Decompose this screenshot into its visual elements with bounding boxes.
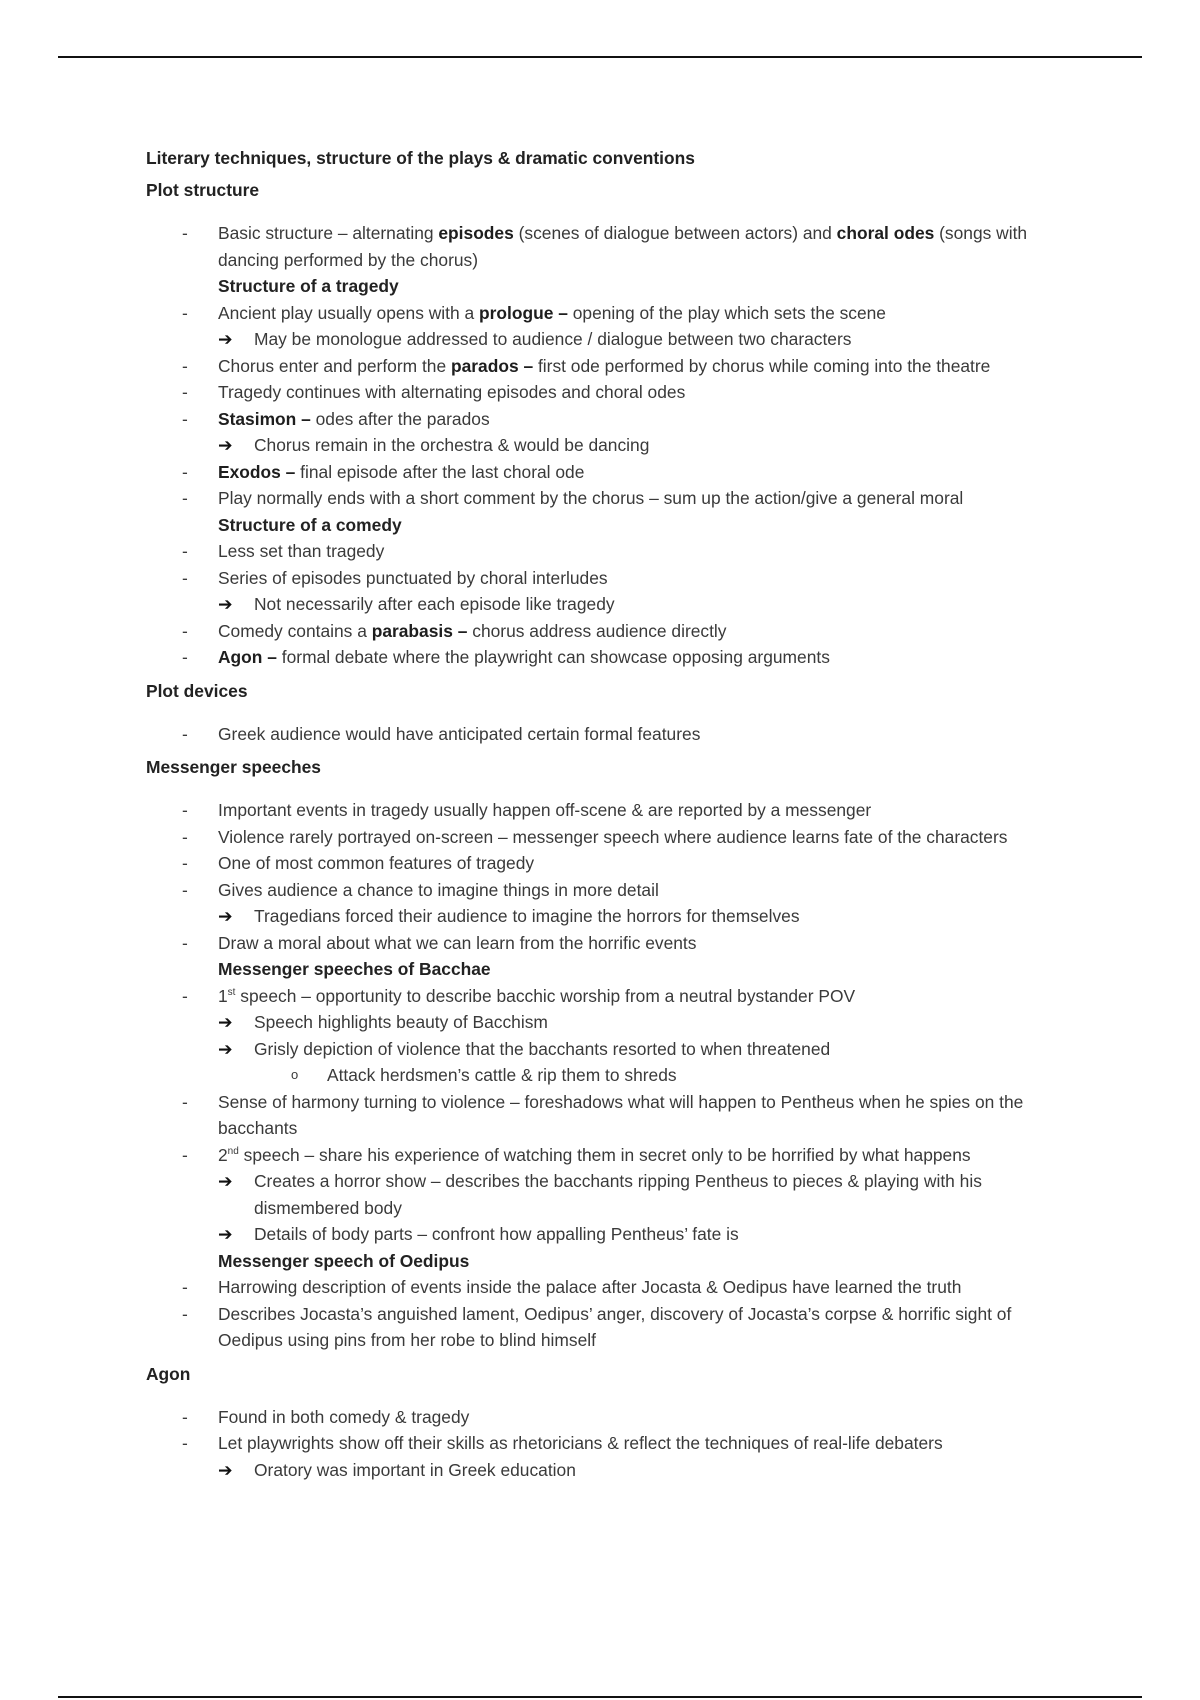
list-item: - 2nd speech – share his experience of watching them in secret only to be horrified by what happens — [182, 1144, 971, 1165]
heading-plot-structure: Plot structure — [146, 180, 260, 200]
list-item: - Play normally ends with a short comment by the chorus – sum up the action/give a general moral — [182, 488, 964, 508]
list-item: - 1st speech – opportunity to describe bacchic worship from a neutral bystander POV — [182, 985, 856, 1006]
arrow-icon: ➔ — [218, 1224, 233, 1244]
list-item: - Chorus enter and perform the parados – first ode performed by chorus while coming into the theatre — [182, 355, 991, 376]
arrow-icon: ➔ — [218, 906, 233, 926]
document-title: Literary techniques, structure of the plays & dramatic conventions — [146, 148, 695, 168]
arrow-sub-item: ➔ Creates a horror show – describes the bacchants ripping Pentheus to pieces & playing with his dismembered body — [146, 1168, 1076, 1221]
list-item: - Important events in tragedy usually happen off-scene & are reported by a messenger — [182, 800, 872, 820]
arrow-sub-item: ➔ Tragedians forced their audience to imagine the horrors for themselves — [146, 903, 1076, 930]
list-item: - Exodos – final episode after the last choral ode — [182, 461, 585, 482]
heading-plot-devices: Plot devices — [146, 680, 248, 701]
subheading-messenger-bacchae: Messenger speeches of Bacchae — [218, 959, 491, 979]
dash-bullet: - — [182, 223, 188, 243]
bottom-rule — [58, 1696, 1142, 1698]
list-item: - Agon – formal debate where the playwright can showcase opposing arguments — [182, 647, 830, 667]
document-page — [146, 146, 1076, 1483]
list-item: - Describes Jocasta’s anguished lament, Oedipus’ anger, discovery of Jocasta’s corpse & horrific sight of Oedipus using pins from her robe to blind himself — [182, 1303, 1012, 1350]
arrow-icon: ➔ — [218, 435, 233, 455]
arrow-sub-item: ➔ Details of body parts – confront how appalling Pentheus’ fate is — [146, 1221, 1076, 1248]
list-item: - Basic structure – alternating episodes (scenes of dialogue between actors) and choral odes (songs with dancing performed by the chorus) — [146, 220, 1076, 273]
top-rule — [58, 56, 1142, 58]
list-item: - Ancient play usually opens with a prologue – opening of the play which sets the scene — [182, 302, 886, 323]
list-item: - Sense of harmony turning to violence – foreshadows what will happen to Pentheus when he spies on the bacchants — [182, 1091, 1024, 1138]
list-item: - Comedy contains a parabasis – chorus address audience directly — [182, 620, 727, 641]
list-item: - Less set than tragedy — [182, 541, 385, 561]
heading-messenger-speeches: Messenger speeches — [146, 757, 321, 777]
circle-sub-item: o Attack herdsmen’s cattle & rip them to shreds — [146, 1062, 1076, 1089]
arrow-sub-item: ➔ Chorus remain in the orchestra & would be dancing — [146, 432, 1076, 459]
list-item: - Series of episodes punctuated by choral interludes — [182, 567, 608, 588]
list-item: - Greek audience would have anticipated certain formal features — [182, 723, 701, 744]
list-item: - One of most common features of tragedy — [182, 853, 535, 873]
arrow-sub-item: ➔ Oratory was important in Greek education — [146, 1457, 1076, 1484]
arrow-icon: ➔ — [218, 1012, 233, 1032]
list-item: - Stasimon – odes after the parados — [182, 408, 490, 429]
subheading-structure-tragedy: Structure of a tragedy — [218, 276, 399, 296]
heading-agon: Agon — [146, 1363, 191, 1384]
arrow-sub-item: ➔ May be monologue addressed to audience / dialogue between two characters — [146, 326, 1076, 353]
list-item: - Draw a moral about what we can learn from the horrific events — [182, 932, 697, 953]
arrow-sub-item: ➔ Speech highlights beauty of Bacchism — [146, 1009, 1076, 1036]
arrow-sub-item: ➔ Grisly depiction of violence that the bacchants resorted to when threatened — [146, 1036, 1076, 1063]
circle-bullet-icon: o — [291, 1067, 299, 1082]
arrow-sub-item: ➔ Not necessarily after each episode like tragedy — [146, 591, 1076, 618]
arrow-icon: ➔ — [218, 594, 233, 614]
arrow-icon: ➔ — [218, 1459, 233, 1480]
list-item: - Harrowing description of events inside the palace after Jocasta & Oedipus have learned the truth — [182, 1277, 962, 1297]
subheading-messenger-oedipus: Messenger speech of Oedipus — [218, 1250, 470, 1271]
arrow-icon: ➔ — [218, 329, 233, 349]
list-item: - Tragedy continues with alternating episodes and choral odes — [182, 382, 686, 402]
subheading-structure-comedy: Structure of a comedy — [218, 514, 402, 535]
arrow-icon: ➔ — [218, 1038, 233, 1059]
list-item: - Found in both comedy & tragedy — [182, 1406, 470, 1427]
list-item: - Let playwrights show off their skills as rhetoricians & reflect the techniques of real-life debaters — [182, 1433, 943, 1453]
list-item: - Violence rarely portrayed on-screen – messenger speech where audience learns fate of the characters — [182, 826, 1008, 847]
arrow-icon: ➔ — [218, 1171, 233, 1191]
list-item: - Gives audience a chance to imagine things in more detail — [182, 879, 659, 900]
